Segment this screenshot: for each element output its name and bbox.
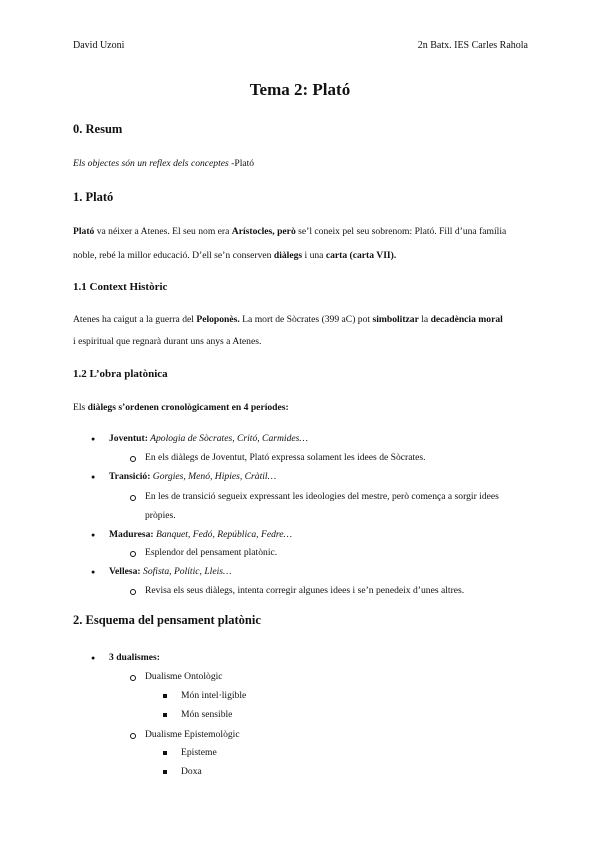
heading-plato: 1. Plató [73, 190, 114, 204]
page-title: Tema 2: Plató [249, 80, 351, 99]
period-label: Maduresa: [109, 529, 154, 540]
circle-bullet-icon [130, 551, 136, 557]
mon-intelligible: Món intel·ligible [181, 690, 247, 701]
dualisme-epistemologic: Dualisme Epistemològic [145, 729, 240, 740]
bullet-icon: ● [91, 568, 96, 576]
square-bullet-icon [163, 751, 167, 755]
plato-paragraph-line-2 [73, 250, 396, 261]
circle-bullet-icon [130, 589, 136, 595]
period-works: Apologia de Sòcrates, Critó, Carmides… [147, 433, 308, 444]
square-bullet-icon [163, 713, 167, 717]
period-maduresa [109, 529, 292, 540]
text-span: i una [302, 250, 326, 261]
period-works: Gorgies, Menó, Hipies, Cràtil… [150, 471, 277, 482]
plato-paragraph-line-1 [73, 226, 506, 237]
text-span: se’l coneix pel seu sobrenom: Plató. Fill d’una família [295, 226, 507, 237]
bold-carta: carta (carta VII). [325, 250, 397, 261]
periods-intro [73, 402, 289, 413]
text-span: va néixer a Atenes. El seu nom era [94, 226, 232, 237]
text-span: Els [73, 402, 88, 413]
bullet-icon: ● [91, 473, 96, 481]
bold-dualismes: 3 dualismes: [109, 652, 160, 663]
bullet-icon: ● [91, 654, 96, 662]
mon-sensible: Món sensible [181, 709, 233, 720]
bold-intro: diàlegs s’ordenen cronològicament en 4 períodes: [87, 402, 289, 413]
doxa: Doxa [181, 766, 202, 777]
bold-peloponnes: Peloponès. [196, 314, 240, 325]
period-label: Vellesa: [109, 566, 141, 577]
heading-context-historic: 1.1 Context Històric [73, 281, 168, 293]
period-joventut-desc: En els diàlegs de Joventut, Plató expressa solament les idees de Sòcrates. [145, 452, 426, 463]
quote-author: -Plató [228, 158, 255, 169]
episteme: Episteme [181, 747, 217, 758]
circle-bullet-icon [130, 495, 136, 501]
context-paragraph-line-1 [73, 314, 503, 325]
bold-dialegs: diàlegs [273, 250, 303, 261]
square-bullet-icon [163, 770, 167, 774]
heading-obra-platonica: 1.2 L’obra platònica [73, 368, 168, 380]
text-span: la [418, 314, 431, 325]
period-joventut [109, 433, 308, 444]
text-span: noble, rebé la millor educació. D’ell se’n conserven [73, 250, 274, 261]
bold-plato: Plató [73, 226, 95, 237]
dualisme-ontologic: Dualisme Ontològic [145, 671, 223, 682]
period-transicio-desc: En les de transició segueix expressant les ideologies del mestre, però comença a sorgir idees [145, 491, 499, 502]
circle-bullet-icon [130, 733, 136, 739]
circle-bullet-icon [130, 675, 136, 681]
period-works: Sofista, Polític, Lleis… [140, 566, 232, 577]
period-transicio [109, 471, 276, 482]
period-maduresa-desc: Esplendor del pensament platònic. [145, 547, 278, 558]
quote [73, 158, 254, 169]
quote-text: Els objectes són un reflex dels conceptes [73, 158, 229, 169]
header-course: 2n Batx. IES Carles Rahola [417, 40, 528, 51]
square-bullet-icon [163, 694, 167, 698]
period-vellesa-desc: Revisa els seus diàlegs, intenta corregir algunes idees i se’n penedeix d’unes altres. [145, 585, 465, 596]
text-span: La mort de Sòcrates (399 aC) pot [239, 314, 373, 325]
bullet-icon: ● [91, 435, 96, 443]
heading-resum: 0. Resum [73, 122, 123, 136]
dualismes-item [109, 652, 160, 663]
bold-simbolitzar: simbolitzar [372, 314, 419, 325]
period-vellesa [109, 566, 232, 577]
period-label: Transició: [109, 471, 151, 482]
text-span: Atenes ha caigut a la guerra del [73, 314, 197, 325]
header-author: David Uzoni [73, 40, 125, 51]
period-works: Banquet, Fedó, República, Fedre… [153, 529, 293, 540]
bullet-icon: ● [91, 531, 96, 539]
circle-bullet-icon [130, 456, 136, 462]
period-label: Joventut: [109, 433, 148, 444]
period-transicio-desc-cont: pròpies. [145, 510, 176, 521]
bold-aristocles: Arístocles, però [231, 226, 296, 237]
bold-decadencia: decadència moral [430, 314, 503, 325]
context-paragraph-line-2: i espiritual que regnarà durant uns anys a Atenes. [73, 336, 262, 347]
heading-esquema: 2. Esquema del pensament platònic [73, 613, 261, 627]
